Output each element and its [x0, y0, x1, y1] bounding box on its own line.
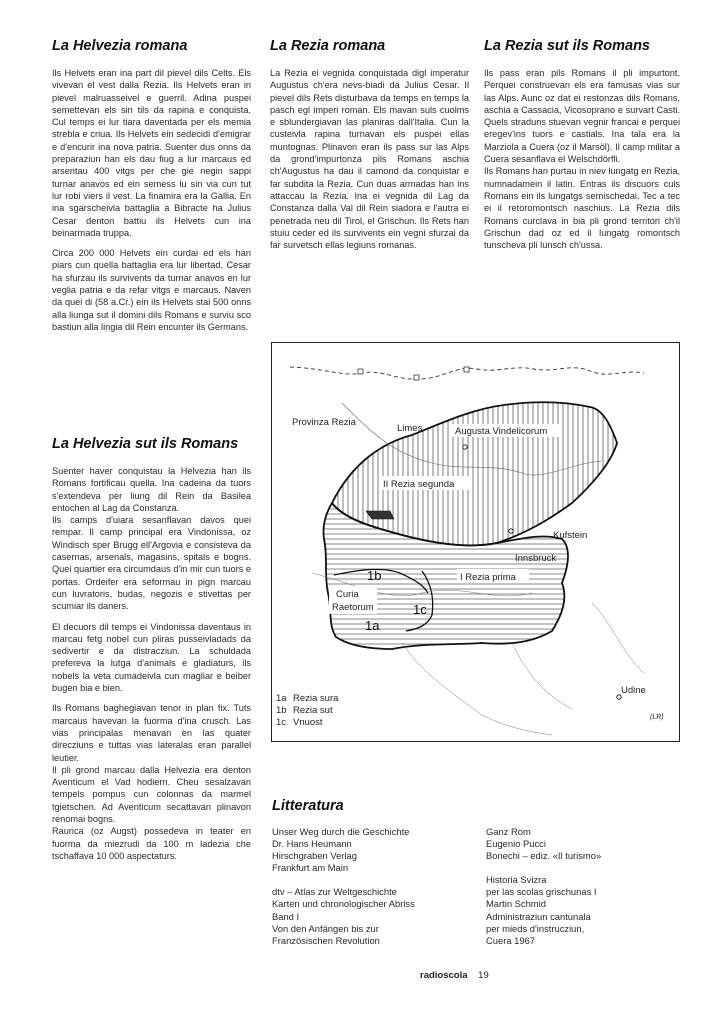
column-1-text	[52, 67, 251, 333]
column-2-text	[270, 67, 469, 251]
label-rezia-prima: I Rezia prima	[460, 572, 516, 583]
literature-line: Martin Schmid	[486, 898, 546, 910]
footer	[420, 970, 489, 981]
label-1b: 1b	[367, 568, 382, 583]
publication-name: radioscola	[420, 970, 468, 981]
label-udine: Udine	[621, 685, 646, 696]
literature-line: Frankfurt am Main	[272, 862, 349, 874]
literature-spacer	[486, 862, 682, 874]
page-number: 19	[478, 970, 489, 981]
label-limes: Limes	[397, 423, 423, 434]
literature-line: dtv – Atlas zur Weltgeschichte	[272, 886, 397, 898]
heading-litteratura: Litteratura	[272, 798, 344, 814]
legend-code-1b: 1b	[276, 705, 287, 716]
label-raetorum: Raetorum	[332, 602, 374, 613]
literature-line: Unser Weg durch die Geschichte	[272, 826, 410, 837]
rezia-segunda-region	[332, 402, 617, 545]
paragraph: Raurica (oz Augst) possedeva in teater en fuorma da miezrudi da 100 m ladezia che tschaffava 10 000 aspectaturs.	[52, 826, 251, 861]
literature-spacer	[272, 874, 472, 886]
paragraph: Il pli grond marcau dalla Helvezia era denton Aventicum el Vad hodiern. Cheu sesalzavan tempels pompus cun colonnas da marmel tgietschen. Ad Aventicum secattavan plinavon renomai bogns.	[52, 764, 251, 825]
legend-code-1c: 1c	[276, 717, 287, 728]
literature-line: Dr. Hans Heumann	[272, 838, 352, 850]
heading-la-helvezia-sut-ils-romans: La Helvezia sut ils Romans	[52, 436, 239, 452]
label-kufstein: Kufstein	[553, 530, 588, 541]
literature-line: Hirschgraben Verlag	[272, 850, 357, 862]
literature-line: Cuera 1967	[486, 934, 535, 946]
heading-la-rezia-sut-ils-romans: La Rezia sut ils Romans	[484, 38, 650, 54]
column-1-lower	[52, 436, 251, 870]
literature-line: per las scolas grischunas I	[486, 886, 597, 898]
label-augusta-vindelicorum: Augusta Vindelicorum	[455, 426, 548, 437]
paragraph: La Rezia ei vegnida conquistada digl imperatur Augustus ch'era nevs-biadi da Julius Cesar. Il pievel dils Rets disturbava da temps en temps la pasch egl imperi roman. Els mavan suls cuolms e sblundergiavan las planiras dall'Italia. Cun la custeivla rapina turnavan els puspei ellas muntognas. Plinavon eran ils pass sur las Alps da grond'impurtonza pils Romans aschia ch'Augustus ha dau il camond da conquistar e far subdita la Rezia. Cun duas armadas han ins attaccau la Rezia. Ina ei vegnida dil Lag da Constanza dalla Val dil Rein siadora e l'autra ei penetrada neu dil Tirol, el Grischun. Ils Rets han stuiu ceder ed ils survivents ein vegni sfurzai da far survetsch ellas legiuns romanas.	[270, 68, 469, 251]
map-rezia	[271, 342, 680, 742]
literature-line: Eugenio Pucci	[486, 838, 546, 850]
paragraph: Suenter haver conquistau la Helvezia han ils Romans fortificau quella. Ina cadeina da tuors s'extendeva per liung dil Rein da Basilea entochen al Lag da Constanza.	[52, 466, 251, 513]
literature-line: Administraziun cantunala	[486, 910, 591, 922]
literature-line: Bonechi – ediz. «Il turismo»	[486, 850, 602, 862]
literature-line: Historia Svizra	[486, 874, 547, 886]
column-1-lower-text	[52, 465, 251, 862]
literature-line: Französischen Revolution	[272, 934, 380, 946]
label-credit: (LR)	[650, 714, 664, 721]
paragraph: Ils pass eran pils Romans il pli impurtont. Perquei construevan els era famusas vias sur las Alps. Aunc oz dat ei restonzas dils Romans, aschia a Cassacia, Vicosoprano e survart Casti. Quels straduns stuevan vegnir francai e perquei eregev'ins tuors e castials. Ina tala era la Marziola a Cuera (oz il Marsöl). Il camp militar a Cuera sesanflava el Welschdörfli.	[484, 68, 680, 165]
label-innsbruck: Innsbruck	[515, 553, 557, 564]
literature-left	[272, 826, 472, 947]
paragraph: Ils Helvets eran ina part dil pievel dils Celts. Els vivevan el vest dalla Rezia. Ils Helvets eran in pievel malruasseivel e guerril. Adina puspei semettevan els sin tils da rapina e conquista. Cul temps ei lur tiara daventada per els memia strebla e criua. Ils Helvets ein sedecidi d'emigrar e d'encurir ina nova patria. Suenter dus onns da preparaziun han els dau fiug a lur marcaus ed arsentau 400 vitgs per che gie negin sappi turnar anavos ed ein semess lu sin via cun tut lur robi viers il vest. La finamira era la Gallia. En ina sgarscheivla battaglia a Bibracte ha Julius Cesar denton battiu ils Helvets cun ina beinarmada truppa.	[52, 68, 251, 238]
literature-line: Von den Anfängen bis zur	[272, 922, 379, 934]
paragraph: El decuors dil temps ei Vindonissa daventaus in marcau fetg nobel cun pliras pusseivladads da sedivertir e da distracziun. La schuldada prefereva la lutga d'animals e gladiaturs, ils nobels la veta cumadeivla cun magliar e beiber bugen bia e bien.	[52, 621, 251, 694]
literature-line: per mieds d'instrucziun,	[486, 922, 585, 934]
legend-name-1b: Rezia sut	[293, 705, 333, 716]
literature-section	[272, 798, 682, 814]
label-rezia-segunda: II Rezia segunda	[383, 479, 455, 490]
paragraph: Ils Romans han purtau in niev lungatg en Rezia, numnadamein il latin. Entras ils discuors culs Romans ein ils lungatgs semischedai. Tec a tec ei il retoromontsch naschius. La Rezia dils Romans curclava in bia pli grond territori ch'il Grischun dad oz ed il lungatg romontsch tunscheva pli lunsch ch'ussa.	[484, 166, 680, 251]
heading-la-helvezia-romana: La Helvezia romana	[52, 38, 188, 54]
literature-line: Karten und chronologischer Abriss	[272, 898, 415, 910]
literature-right	[486, 826, 682, 947]
label-1c: 1c	[413, 602, 427, 617]
paragraph: Ils Romans baghegiavan tenor in plan fix. Tuts marcaus havevan la fuorma d'ina crusch. Las vias principalas menavan en las quater direcziuns e tuttas vias lateralas eran parallel leutier.	[52, 703, 251, 763]
label-1a: 1a	[365, 618, 380, 633]
legend-code-1a: 1a	[276, 693, 287, 704]
heading-la-rezia-romana: La Rezia romana	[270, 38, 386, 54]
column-3-text	[484, 67, 680, 251]
map-drawing	[272, 343, 679, 741]
label-provinza-rezia: Provinza Rezia	[292, 417, 356, 428]
literature-line: Band I	[272, 910, 300, 922]
label-curia: Curia	[336, 589, 359, 600]
legend-name-1c: Vnuost	[293, 717, 323, 728]
paragraph: Ils camps d'uiara sesanflavan davos quei rempar. Il camp principal era Vindonissa, oz Windisch sper Brugg ell'Argovia e consisteva da casernas, arsenals, magasins, spitals e bogns. Quei quartier era circumdaus d'in mir cun tuors e portas. Ordeifer era seformau in pign marcau cun luvratoris, budas, negozis e stivettas per scumiar ils daners.	[52, 515, 251, 612]
literature-line: Ganz Rom	[486, 826, 531, 837]
column-1	[52, 38, 251, 341]
legend-name-1a: Rezia sura	[293, 693, 339, 704]
column-2	[270, 38, 469, 259]
column-3	[484, 38, 680, 259]
map-legend	[276, 693, 339, 728]
paragraph: Circa 200 000 Helvets ein curdai ed els han piars cun quella battaglia era lur libertad. Cesar ha sfurzau ils survivents da turnar anavos en lur veglia patria e da refar vitgs e marcaus. Naven da quei di (58 a.Cr.) ein ils Helvets stai 500 onns alla liunga sut il domini dils Romans e surviu sco bastiun alla lingia dil Rein encunter ils Germans.	[52, 248, 251, 332]
